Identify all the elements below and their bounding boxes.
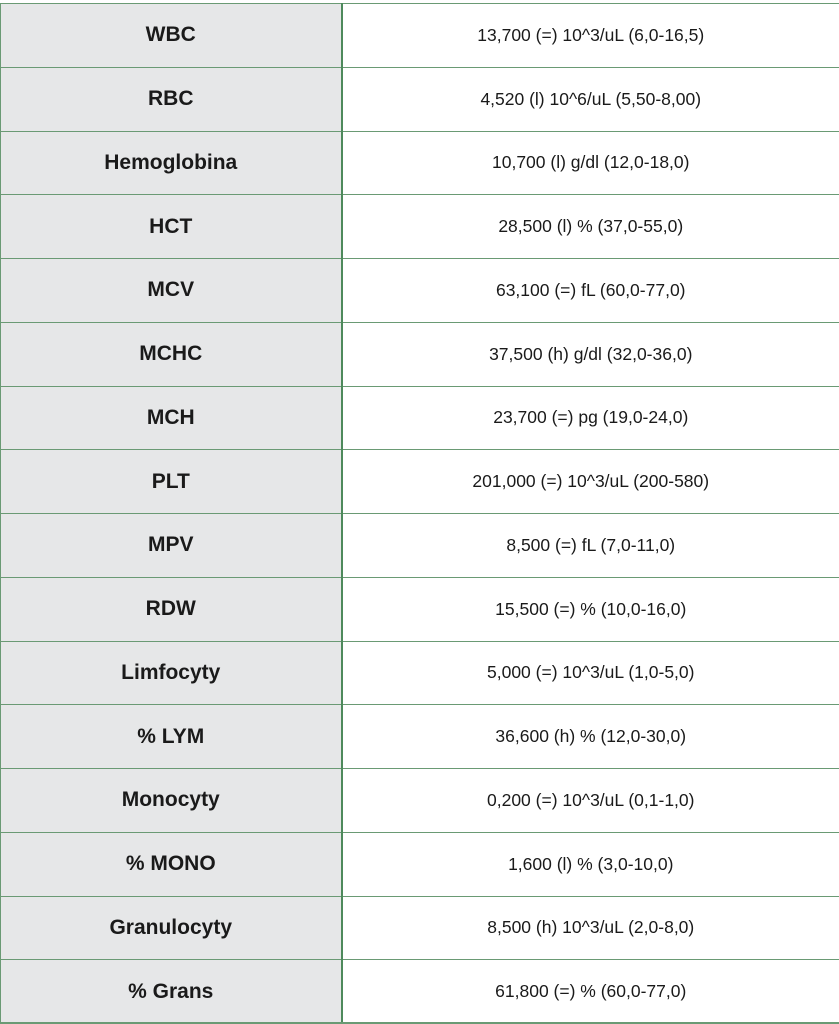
table-row (1, 832, 839, 896)
table-row (1, 67, 839, 131)
table-row (1, 195, 839, 259)
parameter-name: MPV (1, 514, 342, 578)
table-row (1, 705, 839, 769)
table-row (1, 577, 839, 641)
table-row (1, 131, 839, 195)
blood-results-table (0, 3, 839, 1024)
parameter-result: 37,500 (h) g/dl (32,0-36,0) (342, 322, 839, 386)
parameter-result: 0,200 (=) 10^3/uL (0,1-1,0) (342, 769, 839, 833)
parameter-result: 10,700 (l) g/dl (12,0-18,0) (342, 131, 839, 195)
table-row (1, 960, 839, 1024)
parameter-result: 8,500 (h) 10^3/uL (2,0-8,0) (342, 896, 839, 960)
parameter-result: 63,100 (=) fL (60,0-77,0) (342, 259, 839, 323)
parameter-result: 4,520 (l) 10^6/uL (5,50-8,00) (342, 67, 839, 131)
table-row (1, 322, 839, 386)
parameter-result: 15,500 (=) % (10,0-16,0) (342, 577, 839, 641)
parameter-result: 5,000 (=) 10^3/uL (1,0-5,0) (342, 641, 839, 705)
parameter-name: % Grans (1, 960, 342, 1024)
parameter-name: Monocyty (1, 769, 342, 833)
parameter-result: 1,600 (l) % (3,0-10,0) (342, 832, 839, 896)
parameter-result: 28,500 (l) % (37,0-55,0) (342, 195, 839, 259)
parameter-name: Limfocyty (1, 641, 342, 705)
parameter-name: RDW (1, 577, 342, 641)
table-row (1, 386, 839, 450)
parameter-name: WBC (1, 4, 342, 68)
table-row (1, 4, 839, 68)
table-row (1, 514, 839, 578)
parameter-result: 8,500 (=) fL (7,0-11,0) (342, 514, 839, 578)
table-row (1, 259, 839, 323)
parameter-name: MCV (1, 259, 342, 323)
parameter-result: 61,800 (=) % (60,0-77,0) (342, 960, 839, 1024)
parameter-name: MCH (1, 386, 342, 450)
parameter-result: 36,600 (h) % (12,0-30,0) (342, 705, 839, 769)
parameter-name: MCHC (1, 322, 342, 386)
parameter-result: 13,700 (=) 10^3/uL (6,0-16,5) (342, 4, 839, 68)
parameter-name: % LYM (1, 705, 342, 769)
table-row (1, 896, 839, 960)
table-row (1, 450, 839, 514)
parameter-name: % MONO (1, 832, 342, 896)
parameter-name: HCT (1, 195, 342, 259)
table-row (1, 641, 839, 705)
parameter-name: Hemoglobina (1, 131, 342, 195)
parameter-result: 201,000 (=) 10^3/uL (200-580) (342, 450, 839, 514)
parameter-name: RBC (1, 67, 342, 131)
parameter-result: 23,700 (=) pg (19,0-24,0) (342, 386, 839, 450)
table-row (1, 769, 839, 833)
parameter-name: Granulocyty (1, 896, 342, 960)
parameter-name: PLT (1, 450, 342, 514)
